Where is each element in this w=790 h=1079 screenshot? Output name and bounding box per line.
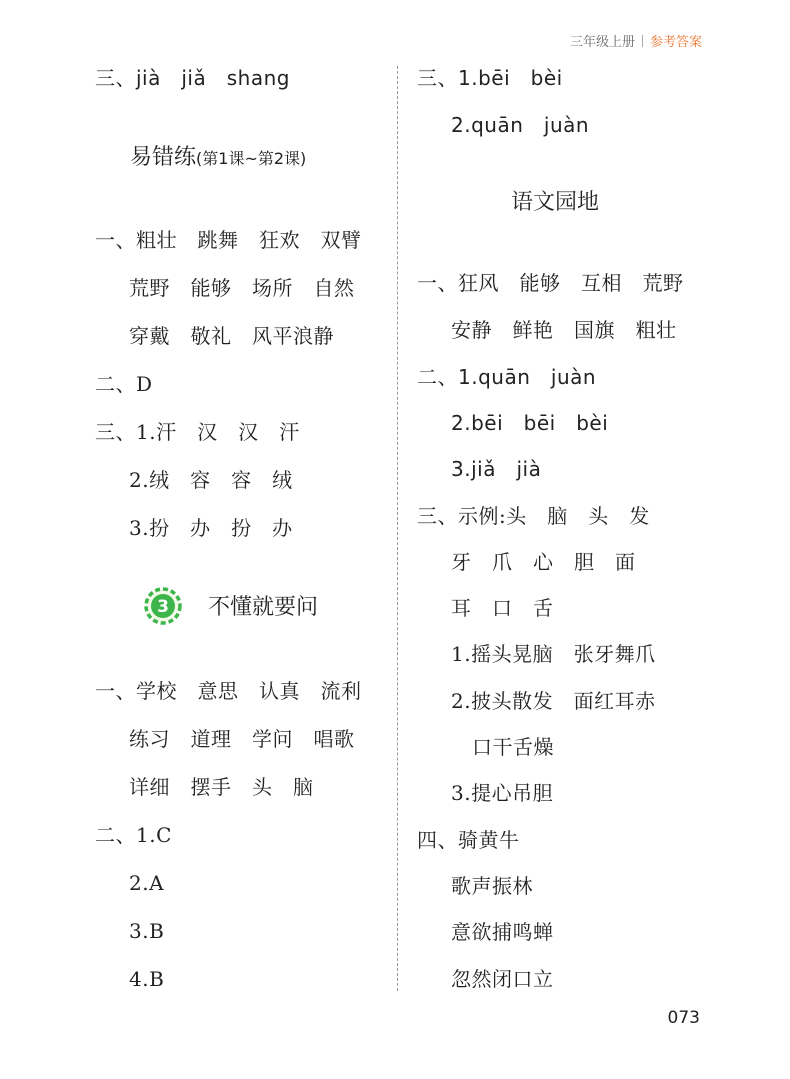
right-line-05: 二、1.quān juàn xyxy=(417,365,597,389)
lesson-title: 不懂就要问 xyxy=(208,595,319,620)
header-grade: 三年级上册 xyxy=(569,35,635,50)
right-line-01: 三、1.bēi bèi xyxy=(417,66,563,90)
left-line-12: 二、1.C xyxy=(95,823,172,847)
right-line-16: 歌声振林 xyxy=(451,874,533,898)
left-line-07: 2.绒 容 容 绒 xyxy=(129,468,293,492)
left-line-10: 练习 道理 学问 唱歌 xyxy=(129,727,355,751)
right-line-17: 意欲捕鸣蝉 xyxy=(451,920,554,944)
left-line-13: 2.A xyxy=(129,871,165,895)
right-line-11: 1.摇头晃脑 张牙舞爪 xyxy=(451,642,656,666)
left-line-06: 三、1.汗 汉 汉 汗 xyxy=(95,420,300,444)
left-line-15: 4.B xyxy=(129,967,165,991)
left-line-14: 3.B xyxy=(129,919,165,943)
right-line-13: 口干舌燥 xyxy=(472,735,554,759)
lesson-number-badge xyxy=(143,586,183,626)
right-line-18: 忽然闭口立 xyxy=(451,967,554,991)
right-line-15: 四、骑黄牛 xyxy=(417,828,520,852)
right-line-04: 安静 鲜艳 国旗 粗壮 xyxy=(451,318,677,342)
section-heading-yicuolian xyxy=(130,143,306,174)
heading-sub: (第1课~第2课) xyxy=(196,149,307,168)
right-line-08: 三、示例:头 脑 头 发 xyxy=(417,504,650,528)
right-line-02: 2.quān juàn xyxy=(451,113,590,137)
left-line-03: 荒野 能够 场所 自然 xyxy=(129,276,355,300)
left-line-05: 二、D xyxy=(95,372,153,396)
lesson-number: 3 xyxy=(157,597,169,617)
right-line-03: 一、狂风 能够 互相 荒野 xyxy=(417,271,684,295)
lesson-badge-icon xyxy=(143,586,183,626)
left-line-11: 详细 摆手 头 脑 xyxy=(129,775,314,799)
header-section: 参考答案 xyxy=(649,35,702,50)
right-line-12: 2.披头散发 面红耳赤 xyxy=(451,689,656,713)
left-line-08: 3.扮 办 扮 办 xyxy=(129,516,293,540)
left-line-01: 三、jià jiǎ shang xyxy=(95,66,290,90)
right-line-07: 3.jiǎ jià xyxy=(451,457,542,481)
left-line-04: 穿戴 敬礼 风平浪静 xyxy=(129,324,334,348)
column-divider xyxy=(397,66,398,991)
header-separator xyxy=(642,35,643,47)
section-heading-yuwen-yuandi: 语文园地 xyxy=(511,190,600,215)
running-header xyxy=(570,31,702,50)
right-line-06: 2.bēi bēi bèi xyxy=(451,411,609,435)
page-number: 073 xyxy=(667,1008,700,1028)
right-line-14: 3.提心吊胆 xyxy=(451,781,554,805)
left-line-02: 一、粗壮 跳舞 狂欢 双臂 xyxy=(95,228,362,252)
heading-main: 易错练 xyxy=(130,145,197,170)
left-line-09: 一、学校 意思 认真 流利 xyxy=(95,679,362,703)
right-line-09: 牙 爪 心 胆 面 xyxy=(451,550,636,574)
right-line-10: 耳 口 舌 xyxy=(451,596,554,620)
